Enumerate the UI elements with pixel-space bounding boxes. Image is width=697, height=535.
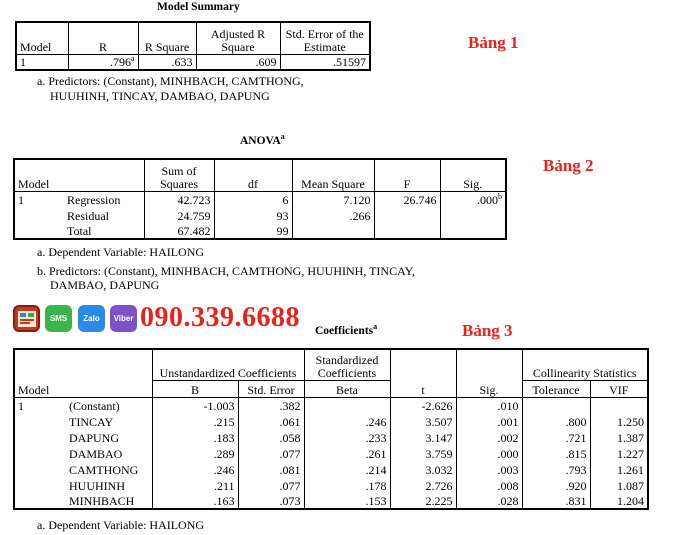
anova-title: ANOVA$^a$ [240,132,285,147]
header-r: R [68,22,138,54]
coefficients-title: Coefficients$^a$ [315,322,378,337]
coef-header-se: Std. Error [238,380,304,397]
coef-header-model: Model [18,382,50,397]
coef-header-sig: Sig. [456,349,522,397]
anova-header-model: Model [18,176,50,191]
anova-header-df: df [214,159,292,191]
bang-1-label: Bảng 1 [468,33,519,52]
table-row: DAPUNG .183 .058 .233 3.147 .002 .721 1.387 [14,429,648,445]
header-model: Model [16,22,68,54]
anova-note-b-2: DAMBAO, DAPUNG [50,278,160,292]
cell-r: .796$^a$ [68,54,138,70]
anova-header-ss: Sum of Squares [144,159,214,191]
table-row: 1 Regression 42.723 6 7.120 26.746 .000$^b$ [14,191,506,207]
table-row: DAMBAO .289 .077 .261 3.759 .000 .815 1.227 [14,445,648,461]
phone-number[interactable]: 090.339.6688 [140,302,300,333]
coefficients-table [13,348,649,510]
book-icon [13,305,40,332]
anova-model-no: 1 [14,191,64,207]
anova-note-a: a. Dependent Variable: HAILONG [37,245,205,259]
model-summary-note-1: a. Predictors: (Constant), MINHBACH, CAMTHONG, [37,74,304,88]
anova-header-f: F [374,159,440,191]
anova-note-b-1: b. Predictors: (Constant), MINHBACH, CAMTHONG, HUUHINH, TINCAY, [37,264,415,278]
anova-header-ms: Mean Square [292,159,374,191]
zalo-icon[interactable]: Zalo [78,305,105,332]
coef-header-vif: VIF [590,380,648,397]
coef-header-tol: Tolerance [522,380,590,397]
cell-std-error: .51597 [280,54,370,70]
bang-2-label: Bảng 2 [543,156,594,175]
bang-3-label: Bảng 3 [462,321,513,340]
anova-header-sig: Sig. [463,176,483,191]
cell-adj-r-square: .609 [196,54,280,70]
header-std-error: Std. Error of the Estimate [285,26,364,54]
coef-model-no: 1 [14,397,66,413]
table-row: HUUHINH .211 .077 .178 2.726 .008 .920 1.087 [14,477,648,493]
viber-icon[interactable]: Viber [110,305,137,332]
coef-header-std: Standardized Coefficients [304,349,390,380]
sms-icon[interactable]: SMS [45,305,72,332]
table-row: Residual 24.759 93 .266 [14,207,506,223]
model-summary-title: Model Summary [157,1,240,13]
model-summary-table [15,21,371,71]
cell-r-square: .633 [138,54,196,70]
table-row: Total 67.482 99 [14,223,506,239]
anova-table [13,158,507,240]
header-adj-r-square: Adjusted R Square [196,22,280,54]
table-row: MINHBACH .163 .073 .153 2.225 .028 .831 1.204 [14,493,648,509]
coef-header-b: B [152,380,238,397]
coef-header-unstd: Unstandardized Coefficients [152,349,304,380]
coef-header-t: t [390,349,456,397]
model-summary-note-2: HUUHINH, TINCAY, DAMBAO, DAPUNG [50,89,270,103]
table-row: TINCAY .215 .061 .246 3.507 .001 .800 1.250 [14,413,648,429]
coefficients-note: a. Dependent Variable: HAILONG [37,518,205,532]
cell-model: 1 [16,54,68,70]
coef-header-collin: Collinearity Statistics [532,365,637,380]
table-row: 1 (Constant) -1.003 .382 -2.626 .010 [14,397,648,413]
header-r-square: R Square [138,22,196,54]
table-row: CAMTHONG .246 .081 .214 3.032 .003 .793 1.261 [14,461,648,477]
coef-header-beta: Beta [304,380,390,397]
